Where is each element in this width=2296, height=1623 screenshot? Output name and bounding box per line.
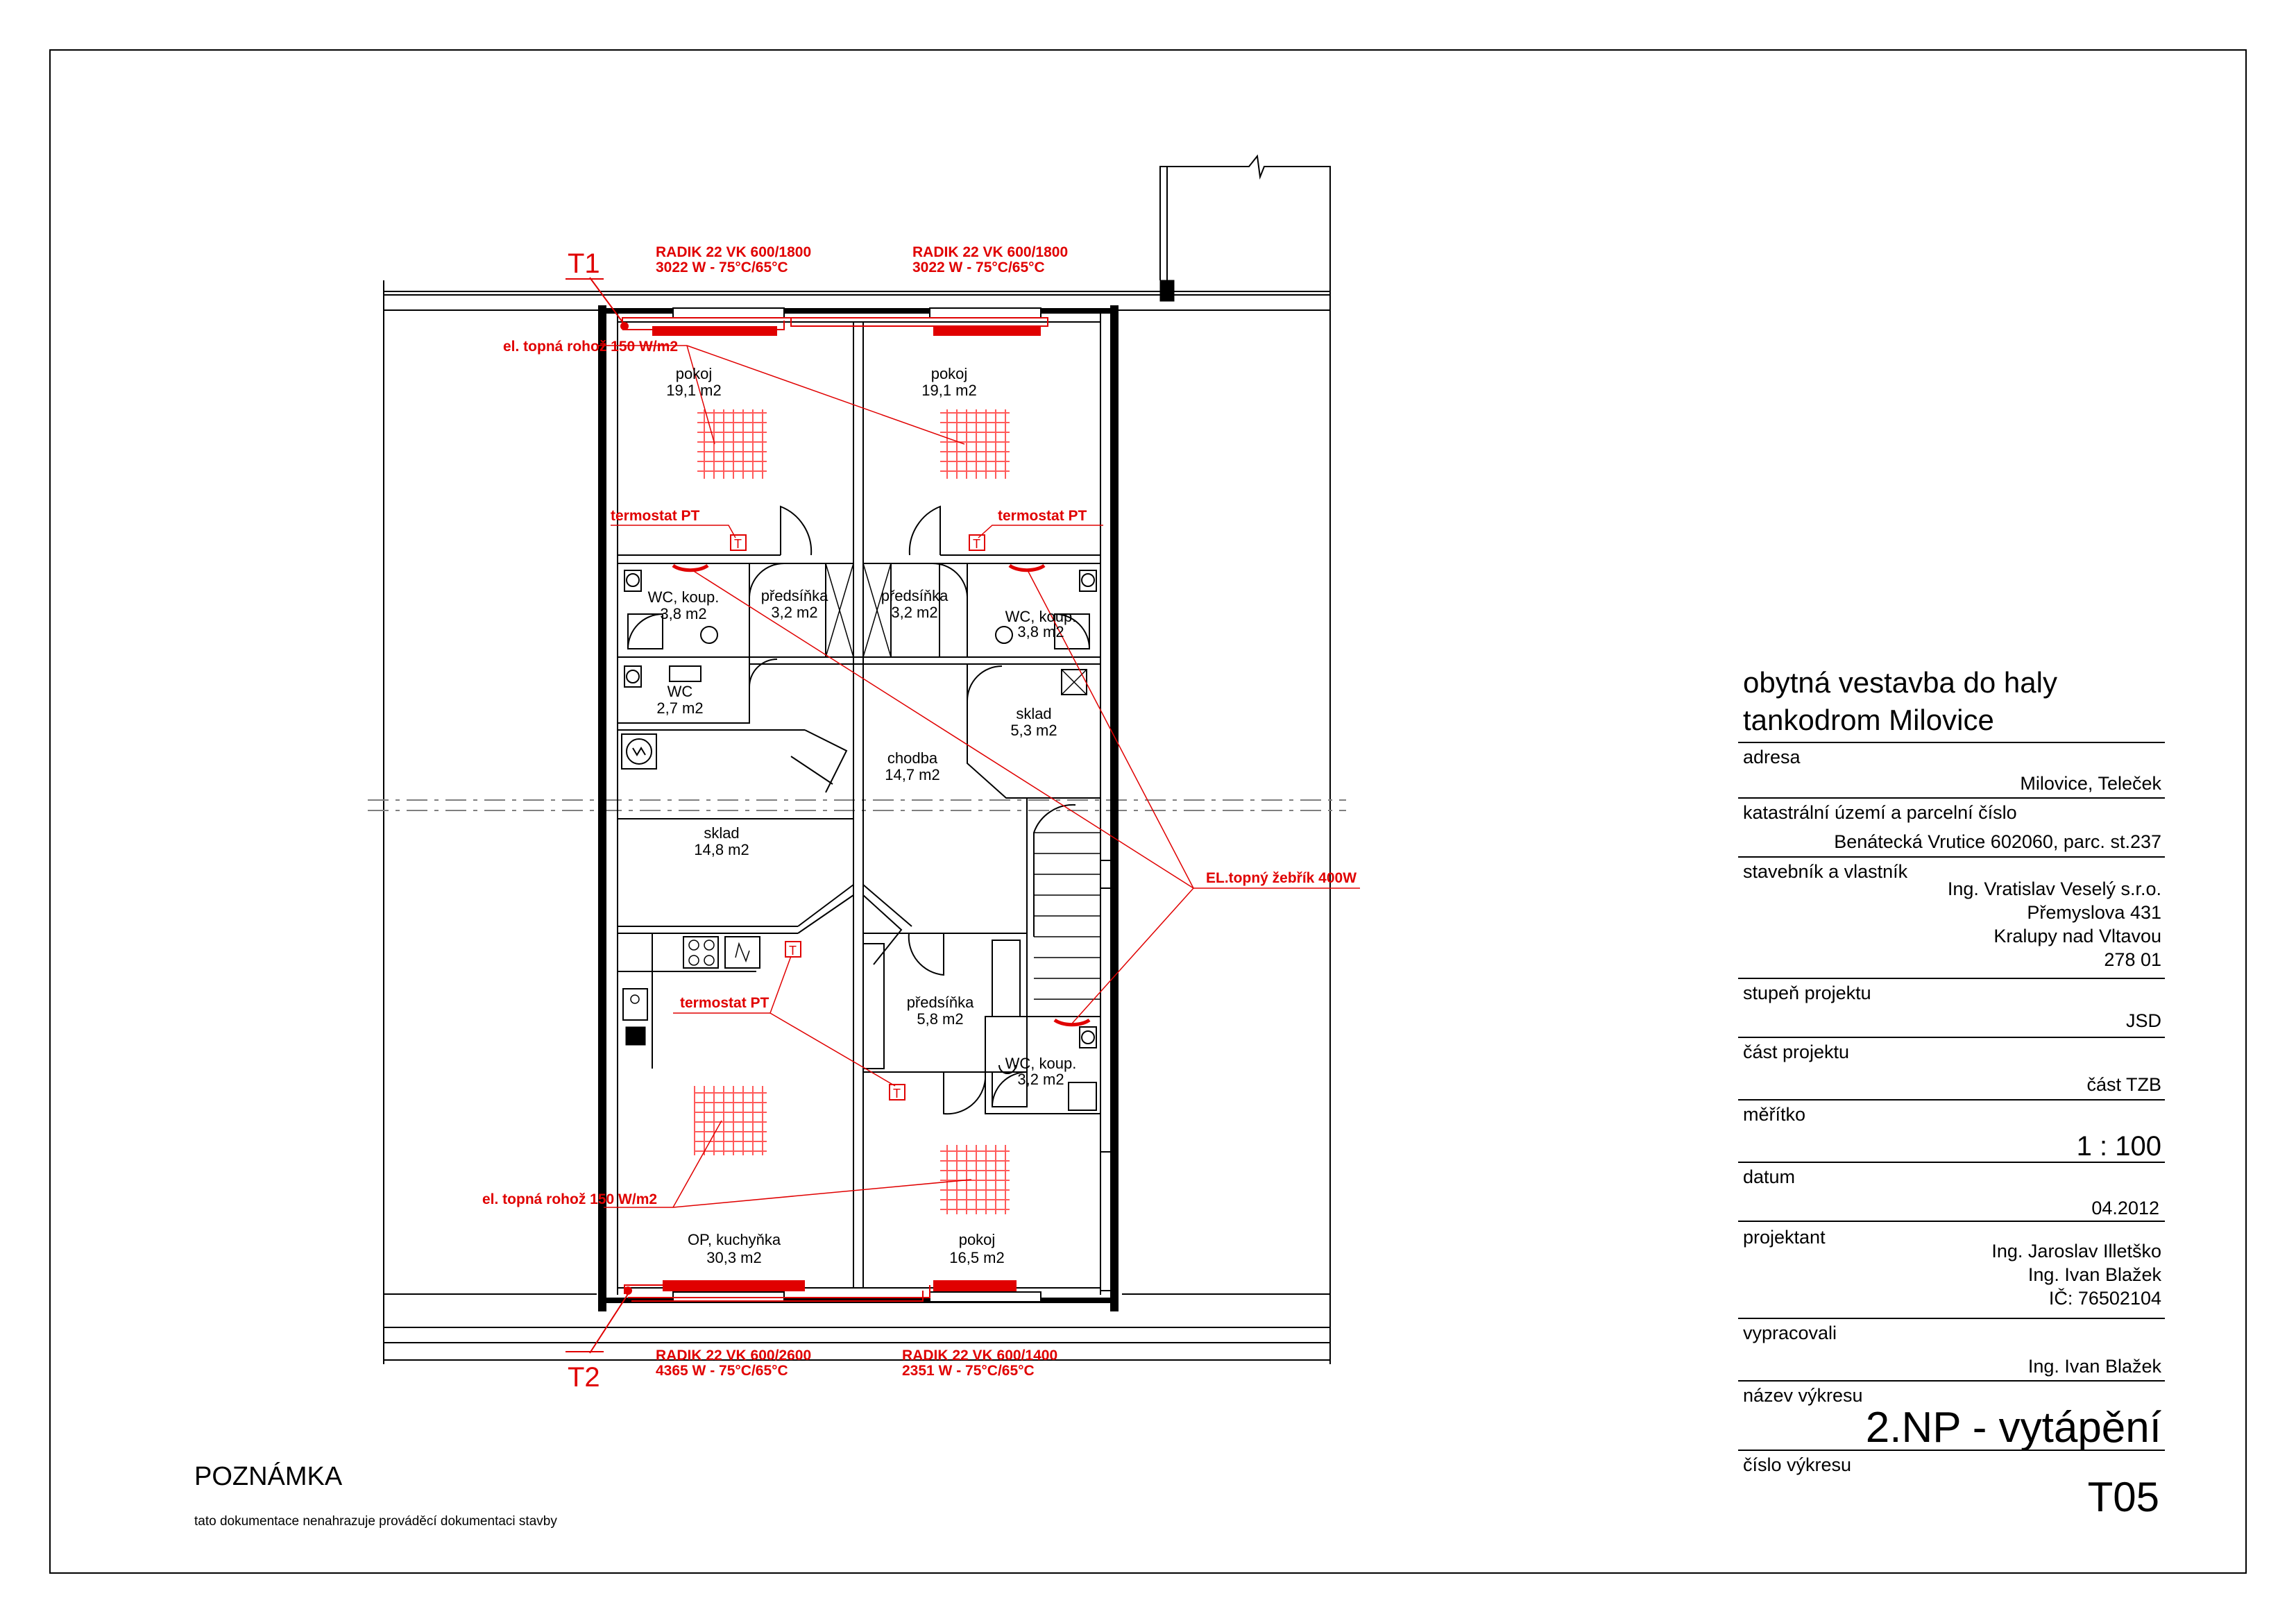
room-area: 5,8 m2 xyxy=(917,1010,964,1028)
field-value: Ing. Ivan Blažek xyxy=(2027,1264,2161,1285)
field-value: Ing. Vratislav Veselý s.r.o. xyxy=(1947,878,2161,899)
field-caption: adresa xyxy=(1743,747,1801,767)
field-caption: číslo výkresu xyxy=(1743,1454,1852,1475)
room-area: 14,8 m2 xyxy=(694,841,749,858)
field-caption: projektant xyxy=(1743,1227,1826,1248)
floor-plan xyxy=(368,156,1346,1364)
heating-mat-pokoj-br xyxy=(940,1145,1010,1214)
thermostat-symbol: T xyxy=(973,537,980,551)
radiator-bottom-left xyxy=(663,1280,805,1291)
radiator-label: RADIK 22 VK 600/1800 xyxy=(656,244,812,260)
radiator-bottom-right xyxy=(933,1280,1017,1291)
room-area: 5,3 m2 xyxy=(1010,722,1057,739)
field-caption: název výkresu xyxy=(1743,1385,1863,1406)
radiator-top-left xyxy=(652,326,777,336)
radiator-label: RADIK 22 VK 600/2600 xyxy=(656,1348,812,1363)
ladder-radiator-label: EL.topný žebřík 400W xyxy=(1206,870,1357,886)
room-area: 3,2 m2 xyxy=(891,604,938,621)
radiator-label: 3022 W - 75°C/65°C xyxy=(912,260,1045,275)
field-value: Benátecká Vrutice 602060, parc. st.237 xyxy=(1834,831,2161,852)
radiator-top-right xyxy=(933,326,1041,336)
room-name: pokoj xyxy=(675,365,713,382)
field-value: JSD xyxy=(2125,1010,2161,1031)
heating-mat-pokoj-tr xyxy=(940,409,1010,479)
field-value: 278 01 xyxy=(2104,949,2161,970)
radiator-label: RADIK 22 VK 600/1800 xyxy=(912,244,1069,260)
room-name: pokoj xyxy=(958,1231,996,1248)
room-area: 19,1 m2 xyxy=(666,382,722,399)
note-text: tato dokumentace nenahrazuje prováděcí dokumentaci stavby xyxy=(194,1514,557,1529)
room-name: předsíňka xyxy=(881,587,949,604)
field-value: 04.2012 xyxy=(2091,1198,2159,1218)
room-area: 3,2 m2 xyxy=(1017,1071,1064,1088)
room-name: pokoj xyxy=(930,365,968,382)
radiator-label: RADIK 22 VK 600/1400 xyxy=(902,1348,1058,1363)
note-heading: POZNÁMKA xyxy=(194,1462,343,1491)
room-name: předsíňka xyxy=(906,994,974,1011)
field-value: Ing. Jaroslav Illetško xyxy=(1991,1241,2161,1261)
room-name: WC, koup. xyxy=(647,588,720,606)
room-name: sklad xyxy=(704,824,740,842)
field-caption: stavebník a vlastník xyxy=(1743,861,1908,882)
field-value: část TZB xyxy=(2086,1074,2161,1095)
thermostat-label: termostat PT xyxy=(611,508,700,524)
thermostat-label: termostat PT xyxy=(998,508,1087,524)
field-value: Přemyslova 431 xyxy=(2027,902,2161,923)
room-name: WC xyxy=(667,683,693,700)
room-area: 14,7 m2 xyxy=(885,766,940,783)
field-caption: část projektu xyxy=(1743,1042,1850,1062)
radiator-label: 4365 W - 75°C/65°C xyxy=(656,1363,788,1379)
drawing-number: T05 xyxy=(2087,1474,2159,1520)
room-area: 19,1 m2 xyxy=(921,382,977,399)
scale-value: 1 : 100 xyxy=(2076,1131,2161,1162)
heating-labels xyxy=(482,244,1357,1393)
callout-t1: T1 xyxy=(568,248,600,279)
room-name: WC, koup. xyxy=(1005,1055,1077,1072)
heating-mat-op xyxy=(694,1086,767,1155)
room-area: 3,2 m2 xyxy=(771,604,818,621)
field-value: Milovice, Teleček xyxy=(2020,773,2161,794)
field-value: Ing. Ivan Blažek xyxy=(2027,1356,2161,1377)
thermostat-label: termostat PT xyxy=(680,995,769,1011)
room-name: chodba xyxy=(887,749,938,767)
project-title: obytná vestavba do haly xyxy=(1743,666,2057,699)
field-value: IČ: 76502104 xyxy=(2048,1288,2161,1309)
thermostat-symbol: T xyxy=(734,537,742,551)
field-caption: katastrální území a parcelní číslo xyxy=(1743,802,2017,823)
thermostat-symbol: T xyxy=(893,1087,901,1101)
field-caption: měřítko xyxy=(1743,1104,1806,1125)
room-name: WC, koup. xyxy=(1005,608,1077,625)
field-caption: vypracovali xyxy=(1743,1323,1837,1343)
title-block xyxy=(1738,666,2165,1520)
field-caption: datum xyxy=(1743,1166,1796,1187)
field-value: Kralupy nad Vltavou xyxy=(1993,926,2161,946)
room-name: OP, kuchyňka xyxy=(687,1231,781,1248)
room-area: 30,3 m2 xyxy=(706,1249,762,1266)
thermostat-symbol: T xyxy=(789,944,797,958)
radiator-label: 3022 W - 75°C/65°C xyxy=(656,260,788,275)
room-area: 16,5 m2 xyxy=(949,1249,1005,1266)
drawing-title: 2.NP - vytápění xyxy=(1865,1404,2161,1452)
heating-mat-label: el. topná rohož 150 W/m2 xyxy=(503,339,679,355)
room-area: 3,8 m2 xyxy=(1017,623,1064,640)
room-name: sklad xyxy=(1016,705,1052,722)
room-name: předsíňka xyxy=(760,587,828,604)
heating-layer xyxy=(566,278,1360,1353)
radiator-label: 2351 W - 75°C/65°C xyxy=(902,1363,1035,1379)
field-caption: stupeň projektu xyxy=(1743,983,1871,1003)
room-area: 3,8 m2 xyxy=(660,605,707,622)
room-area: 2,7 m2 xyxy=(656,699,704,717)
callout-t2: T2 xyxy=(568,1362,600,1393)
heating-mat-label: el. topná rohož 150 W/m2 xyxy=(482,1191,658,1207)
project-title: tankodrom Milovice xyxy=(1743,704,1994,736)
